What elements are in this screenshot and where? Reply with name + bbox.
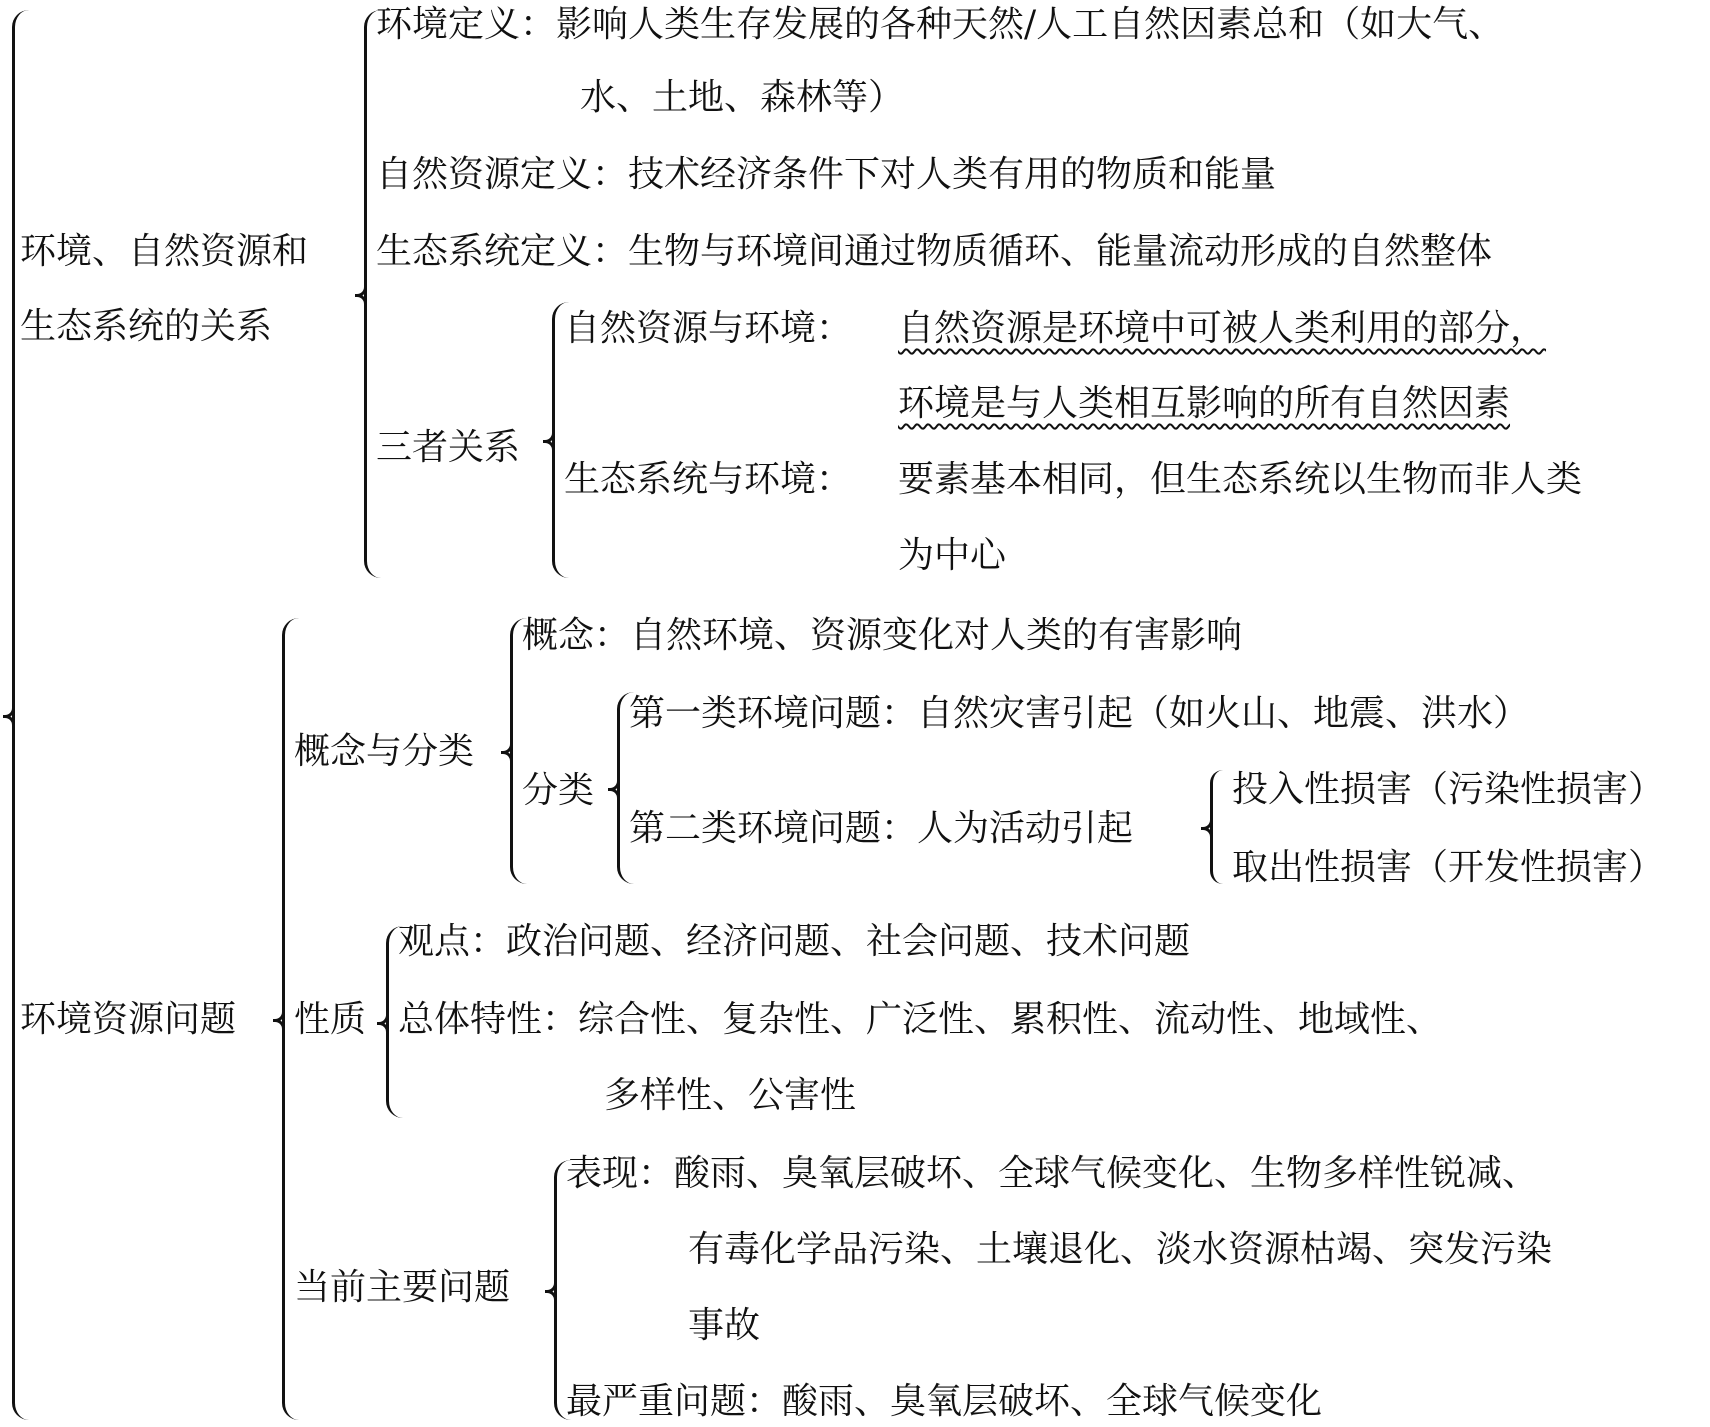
ecosystem-definition: 生态系统定义：生物与环境间通过物质循环、能量流动形成的自然整体 [376, 231, 1493, 272]
eco-env-line1: 要素基本相同，但生态系统以生物而非人类 [898, 459, 1583, 500]
nature-label: 性质 [294, 999, 367, 1040]
second-type-brace [1210, 770, 1223, 884]
resource-definition: 自然资源定义：技术经济条件下对人类有用的物质和能量 [376, 154, 1277, 195]
manifest-line2: 有毒化学品污染、土壤退化、淡水资源枯竭、突发污染 [688, 1229, 1553, 1270]
output-damage: 取出性损害（开发性损害） [1232, 847, 1665, 888]
resource-env-label: 自然资源与环境： [564, 308, 853, 349]
relation-heading-line2: 生态系统的关系 [20, 306, 273, 347]
manifest-line3: 事故 [688, 1305, 761, 1346]
current-problems-label: 当前主要问题 [294, 1267, 511, 1308]
manifest-line1: 表现：酸雨、臭氧层破坏、全球气候变化、生物多样性锐减、 [566, 1153, 1539, 1194]
most-severe-problems: 最严重问题：酸雨、臭氧层破坏、全球气候变化 [566, 1381, 1323, 1422]
class-label: 分类 [522, 770, 595, 811]
input-damage: 投入性损害（污染性损害） [1232, 769, 1665, 810]
problems-heading: 环境资源问题 [20, 999, 237, 1040]
relation-brace [364, 10, 381, 578]
resource-env-line1 [898, 307, 1546, 351]
traits-line1: 总体特性：综合性、复杂性、广泛性、累积性、流动性、地域性、 [398, 999, 1443, 1040]
env-definition-line1: 环境定义：影响人类生存发展的各种天然/人工自然因素总和（如大气、 [376, 4, 1505, 45]
eco-env-label: 生态系统与环境： [564, 459, 853, 500]
resource-env-line1-text: 自然资源是环境中可被人类利用的部分， [898, 308, 1547, 349]
three-relation-label: 三者关系 [376, 427, 521, 468]
relation-heading-line1: 环境、自然资源和 [20, 231, 309, 272]
resource-env-line2-text: 环境是与人类相互影响的所有自然因素 [898, 383, 1511, 424]
eco-env-line2: 为中心 [898, 535, 1007, 576]
viewpoint-text: 观点：政治问题、经济问题、社会问题、技术问题 [398, 921, 1191, 962]
concept-text: 概念：自然环境、资源变化对人类的有害影响 [522, 615, 1243, 656]
root-brace [12, 10, 29, 1420]
concept-class-label: 概念与分类 [294, 731, 475, 772]
first-type-problem: 第一类环境问题：自然灾害引起（如火山、地震、洪水） [629, 693, 1530, 734]
resource-env-line2 [898, 382, 1510, 426]
second-type-problem: 第二类环境问题：人为活动引起 [629, 808, 1134, 849]
traits-line2: 多样性、公害性 [604, 1075, 857, 1116]
env-definition-line2: 水、土地、森林等） [580, 77, 905, 118]
